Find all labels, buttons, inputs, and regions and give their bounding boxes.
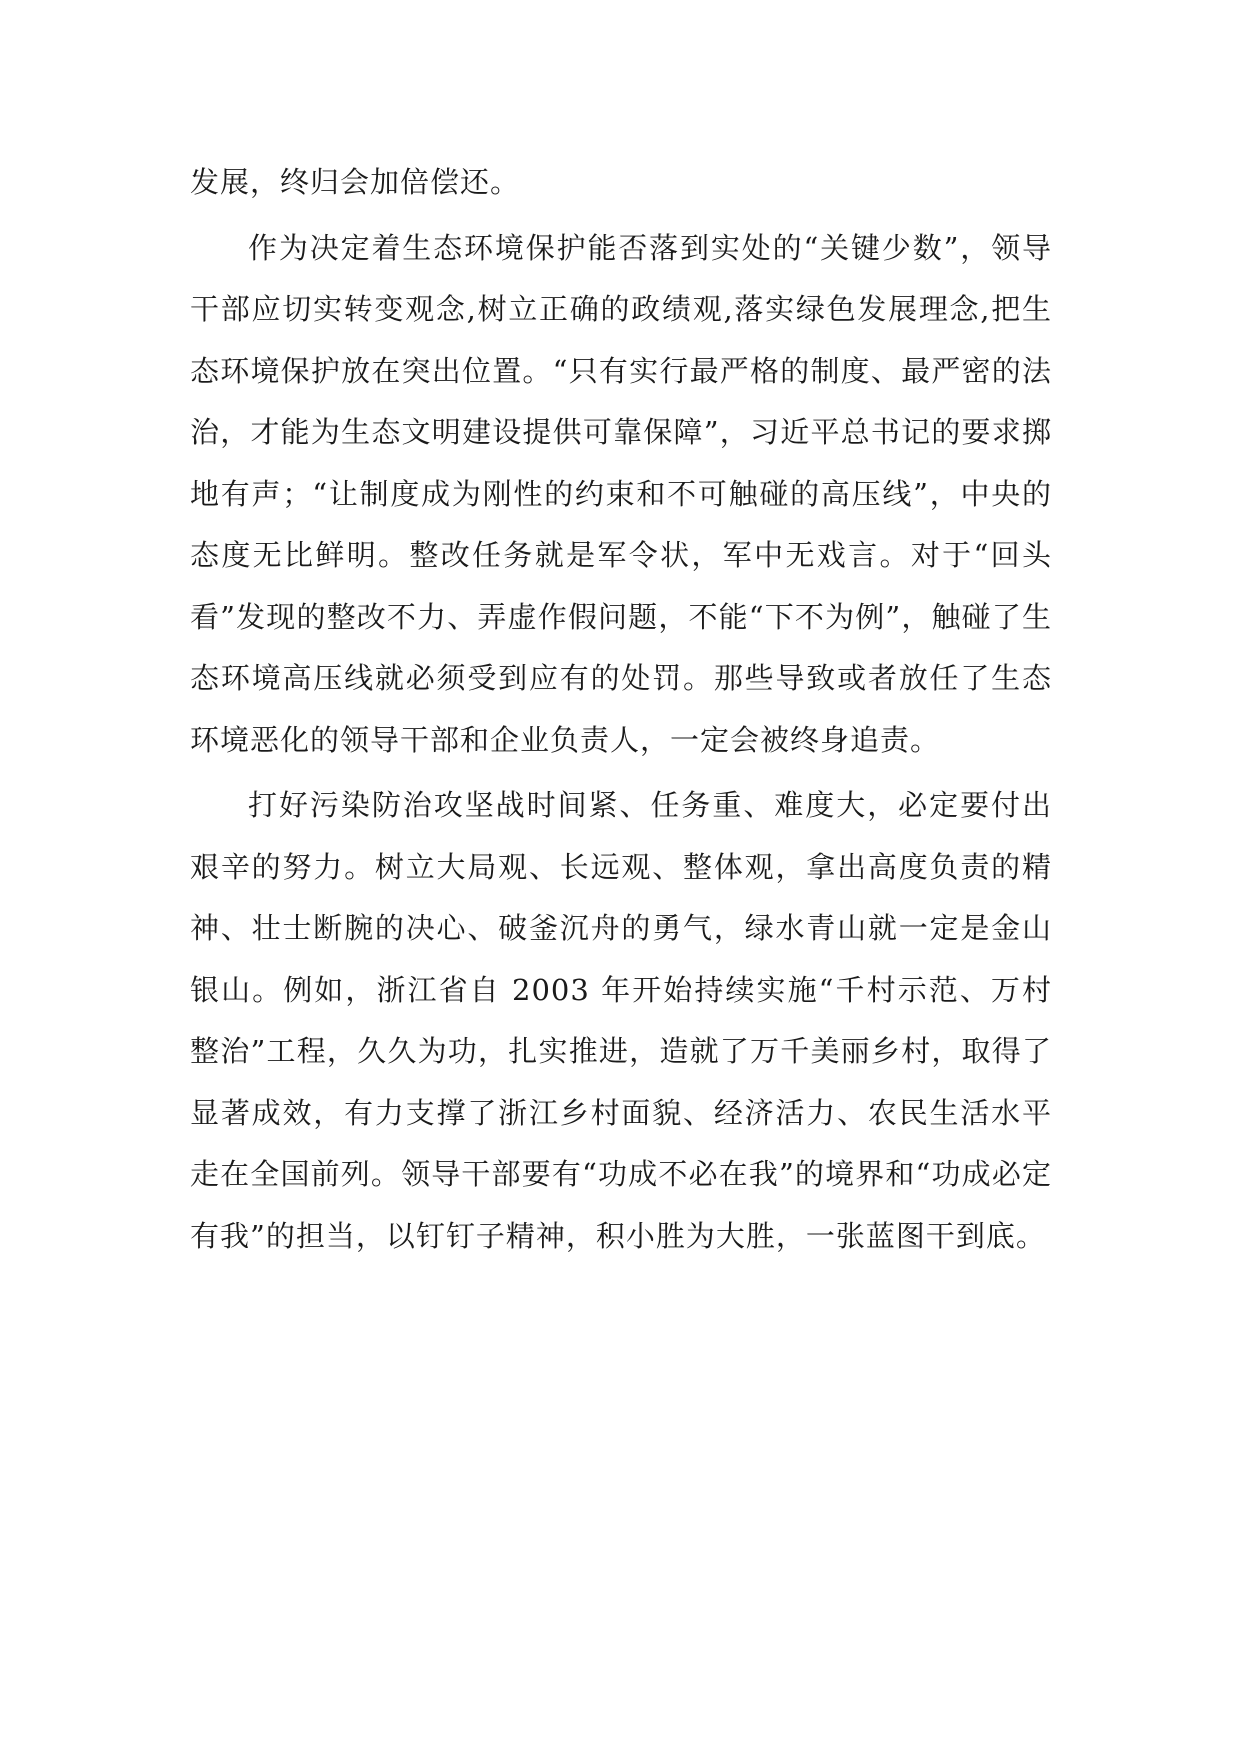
- paragraph-pollution-control: 打好污染防治攻坚战时间紧、任务重、难度大，必定要付出艰辛的努力。树立大局观、长远观、整体观，拿出高度负责的精神、壮士断腕的决心、破釜沉舟的勇气，绿水青山就一定是金山银山。例如，浙江省自 2003 年开始持续实施“千村示范、万村整治”工程，久久为功，扎实推进，造就了万千美丽乡村，取得了显著成效，有力支撑了浙江乡村面貌、经济活力、农民生活水平走在全国前列。领导干部要有“功成不必在我”的境界和“功成必定有我”的担当，以钉钉子精神，积小胜为大胜，一张蓝图干到底。: [190, 788, 1052, 1253]
- paragraph-leadership: 作为决定着生态环境保护能否落到实处的“关键少数”，领导干部应切实转变观念,树立正确的政绩观,落实绿色发展理念,把生态环境保护放在突出位置。“只有实行最严格的制度、最严密的法治，才能为生态文明建设提供可靠保障”，习近平总书记的要求掷地有声；“让制度成为刚性的约束和不可触碰的高压线”，中央的态度无比鲜明。整改任务就是军令状，军中无戏言。对于“回头看”发现的整改不力、弄虚作假问题，不能“下不为例”，触碰了生态环境高压线就必须受到应有的处罚。那些导致或者放任了生态环境恶化的领导干部和企业负责人，一定会被终身追责。: [190, 230, 1052, 757]
- document-body: [190, 152, 1052, 1267]
- paragraph-continuation: 发展，终归会加倍偿还。: [190, 165, 521, 199]
